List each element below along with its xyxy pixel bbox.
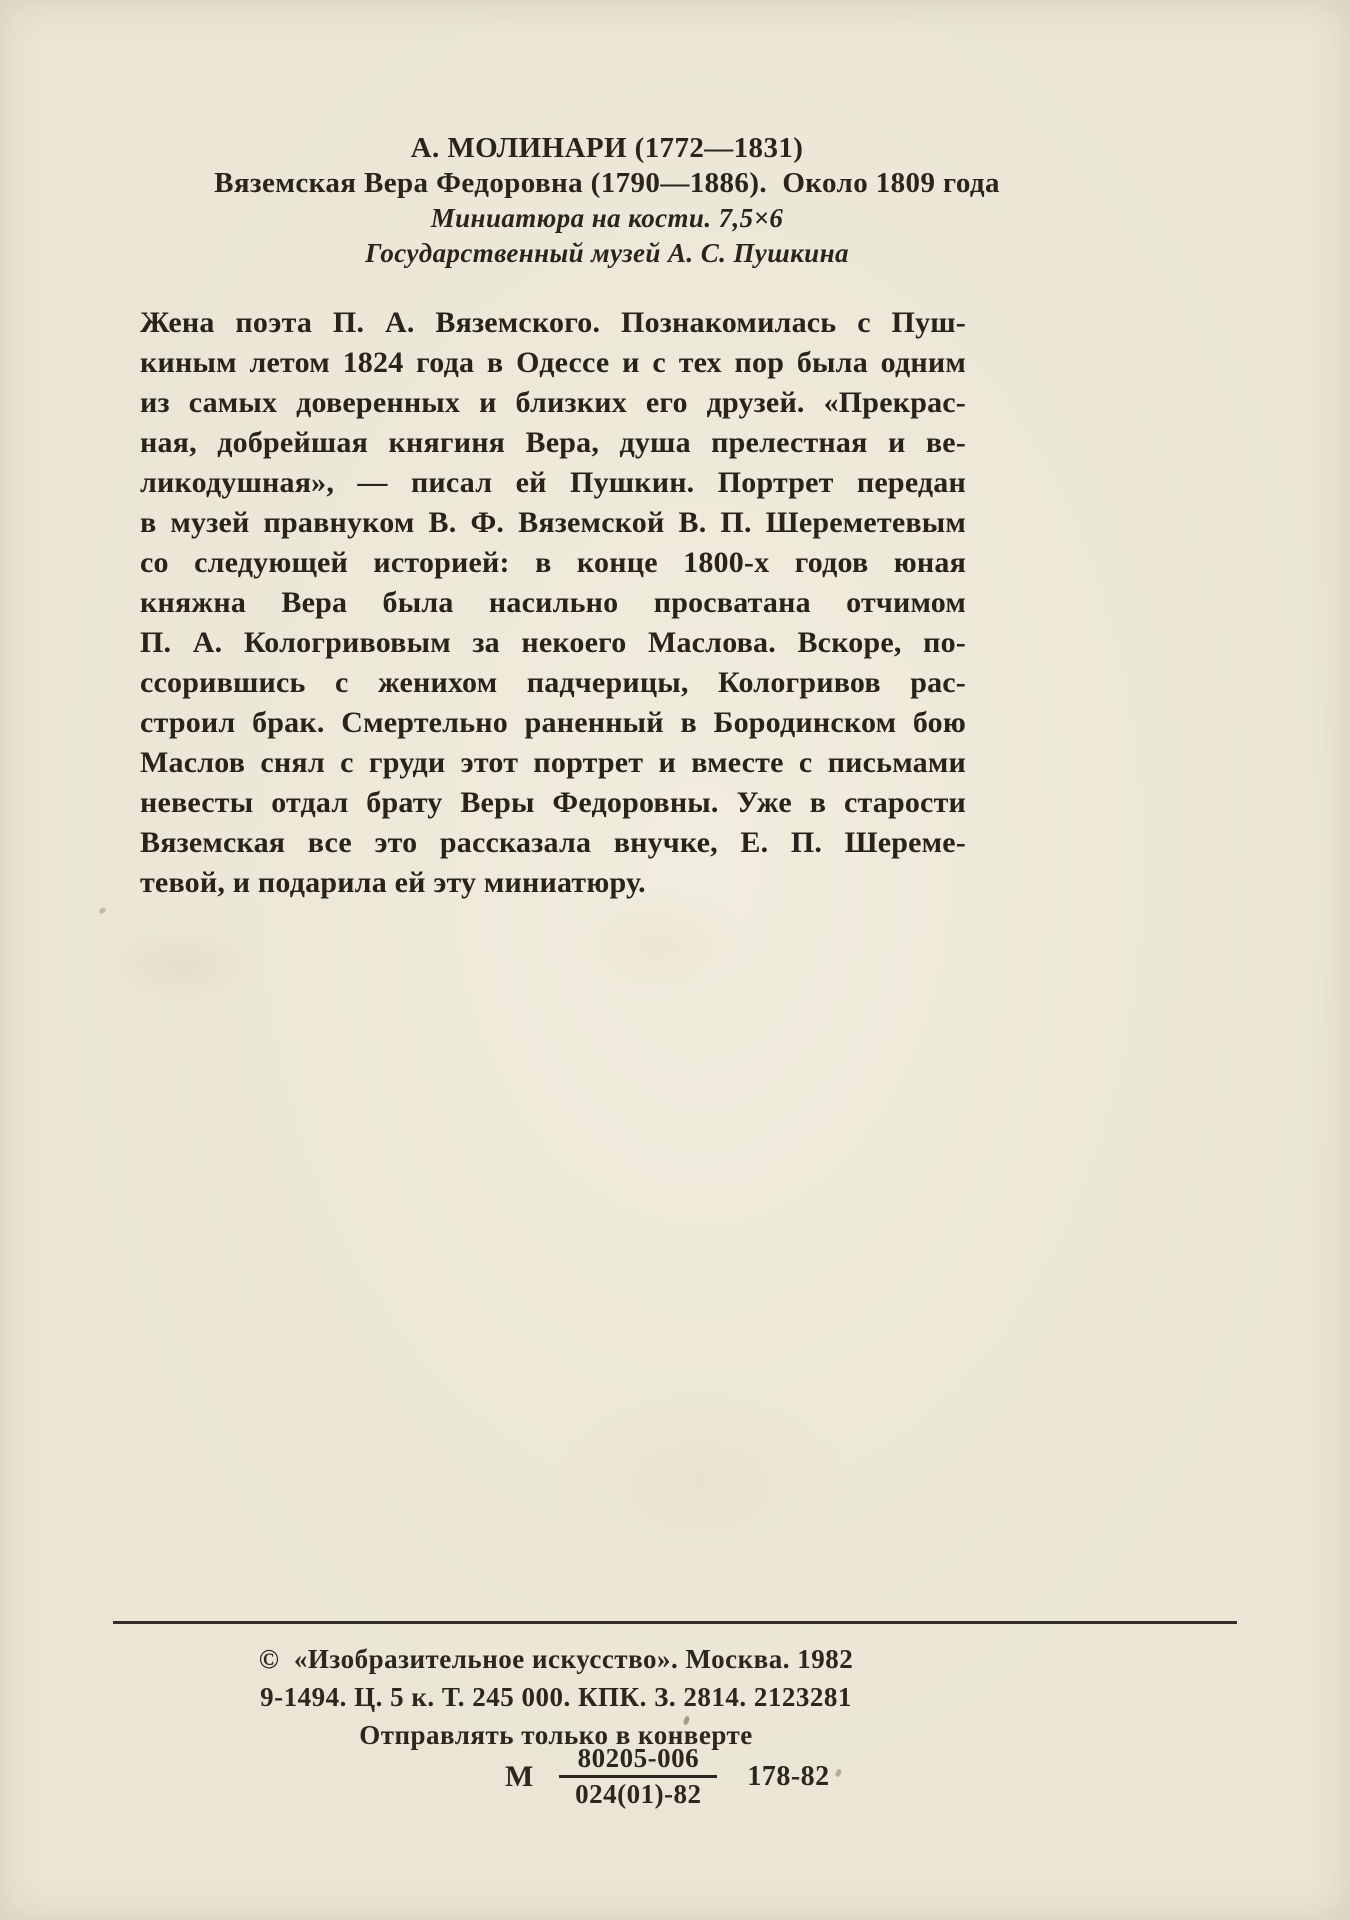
paragraph-line: ссорившись с женихом падчерицы, Кологривов рас-	[140, 666, 966, 699]
sitter-title-line: Вяземская Вера Федоровна (1790—1886). Около 1809 года	[214, 167, 1000, 199]
divider-rule	[113, 1621, 1237, 1624]
mailing-instruction-line: Отправлять только в конверте	[359, 1720, 753, 1750]
index-fraction	[559, 1742, 717, 1811]
paragraph-line: ликодушная», — писал ей Пушкин. Портрет передан	[140, 466, 966, 499]
paragraph-line: П. А. Кологривовым за некоего Маслова. Вскоре, по-	[140, 626, 966, 659]
paragraph-line: Жена поэта П. А. Вяземского. Познакомилась с Пуш-	[140, 306, 966, 339]
paragraph-line: строил брак. Смертельно раненный в Бородинском бою	[140, 706, 966, 739]
catalog-number	[505, 1742, 830, 1811]
imprint-block	[0, 1640, 1112, 1754]
description-paragraph	[140, 303, 966, 903]
museum-line: Государственный музей А. С. Пушкина	[365, 238, 849, 268]
paragraph-line: тевой, и подарила ей эту миниатюру.	[140, 866, 646, 899]
paragraph-line: ная, добрейшая княгиня Вера, душа прелестная и ве-	[140, 426, 966, 459]
index-denominator: 024(01)-82	[575, 1779, 702, 1809]
medium-line: Миниатюра на кости. 7,5×6	[430, 203, 784, 233]
paragraph-line: Вяземская все это рассказала внучке, Е. П. Шереме-	[140, 826, 966, 859]
paragraph-line: невесты отдал брату Веры Федоровны. Уже в старости	[140, 786, 966, 819]
ink-speck	[98, 907, 107, 915]
paragraph-line: из самых доверенных и близких его друзей. «Прекрас-	[140, 386, 966, 419]
paragraph-line: со следующей историей: в конце 1800-х годов юная	[140, 546, 966, 579]
edition-line: 9-1494. Ц. 5 к. Т. 245 000. КПК. З. 2814. 2123281	[260, 1682, 852, 1712]
paragraph-line: в музей правнуком В. Ф. Вяземской В. П. Шереметевым	[140, 506, 966, 539]
ink-speck	[835, 1768, 842, 1777]
paragraph-line: киным летом 1824 года в Одессе и с тех пор была одним	[140, 346, 966, 379]
paragraph-line: княжна Вера была насильно просватана отчимом	[140, 586, 966, 619]
copyright-line: © «Изобразительное искусство». Москва. 1982	[258, 1644, 854, 1674]
caption-block	[0, 131, 1214, 271]
index-numerator: 80205-006	[577, 1743, 700, 1773]
print-code: 178-82	[747, 1760, 830, 1792]
artist-line: А. МОЛИНАРИ (1772—1831)	[410, 132, 804, 164]
series-letter: М	[505, 1759, 534, 1793]
paragraph-line: Маслов снял с груди этот портрет и вместе с письмами	[140, 746, 966, 779]
